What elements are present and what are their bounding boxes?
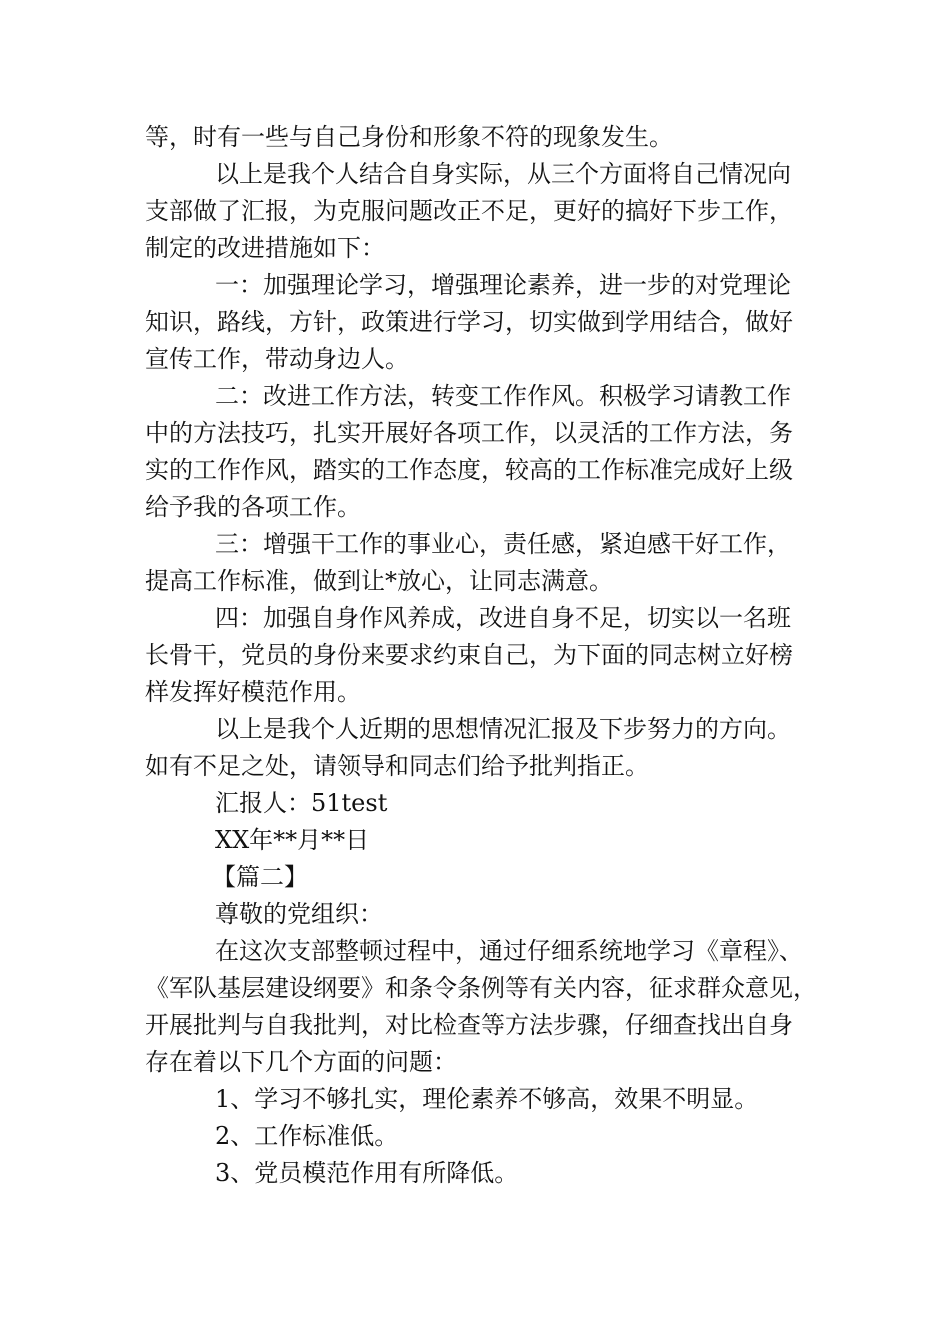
- text-line: 给予我的各项工作。: [145, 493, 361, 521]
- text-line: 如有不足之处，请领导和同志们给予批判指正。: [145, 752, 649, 780]
- salutation: 尊敬的党组织：: [215, 900, 383, 928]
- date-line: XX年**月**日: [215, 826, 370, 854]
- text-line: 存在着以下几个方面的问题：: [145, 1048, 457, 1076]
- reporter-line: 汇报人：51test: [215, 789, 388, 817]
- text-line: 支部做了汇报，为克服问题改正不足，更好的搞好下步工作，: [145, 197, 793, 225]
- measure-four-start: 四：加强自身作风养成，改进自身不足，切实以一名班: [215, 604, 791, 632]
- text-line: 样发挥好模范作用。: [145, 678, 361, 706]
- list-item: 3、党员模范作用有所降低。: [215, 1159, 519, 1187]
- paragraph-summary-start: 以上是我个人结合自身实际，从三个方面将自己情况向: [215, 160, 791, 188]
- measure-one-start: 一：加强理论学习，增强理论素养，进一步的对党理论: [215, 271, 791, 299]
- measure-two-start: 二：改进工作方法，转变工作作风。积极学习请教工作: [215, 382, 791, 410]
- text-line: 宣传工作，带动身边人。: [145, 345, 409, 373]
- text-line: 实的工作作风，踏实的工作态度，较高的工作标准完成好上级: [145, 456, 793, 484]
- section-heading: 【篇二】: [212, 863, 308, 891]
- closing-paragraph-start: 以上是我个人近期的思想情况汇报及下步努力的方向。: [215, 715, 791, 743]
- list-item: 2、工作标准低。: [215, 1122, 399, 1150]
- text-line: 制定的改进措施如下：: [145, 234, 385, 262]
- text-line: 《军队基层建设纲要》和条令条例等有关内容，征求群众意见，: [145, 974, 817, 1002]
- paragraph-start: 在这次支部整顿过程中，通过仔细系统地学习《章程》、: [215, 937, 803, 965]
- text-line: 知识，路线，方针，政策进行学习，切实做到学用结合，做好: [145, 308, 793, 336]
- text-line: 开展批判与自我批判，对比检查等方法步骤，仔细查找出自身: [145, 1011, 793, 1039]
- text-line: 提高工作标准，做到让*放心，让同志满意。: [145, 567, 613, 595]
- measure-three-start: 三：增强干工作的事业心，责任感，紧迫感干好工作，: [215, 530, 791, 558]
- text-line: 中的方法技巧，扎实开展好各项工作，以灵活的工作方法，务: [145, 419, 793, 447]
- list-item: 1、学习不够扎实，理伦素养不够高，效果不明显。: [215, 1085, 759, 1113]
- text-line: 长骨干，党员的身份来要求约束自己，为下面的同志树立好榜: [145, 641, 793, 669]
- text-line: 等，时有一些与自己身份和形象不符的现象发生。: [145, 123, 673, 151]
